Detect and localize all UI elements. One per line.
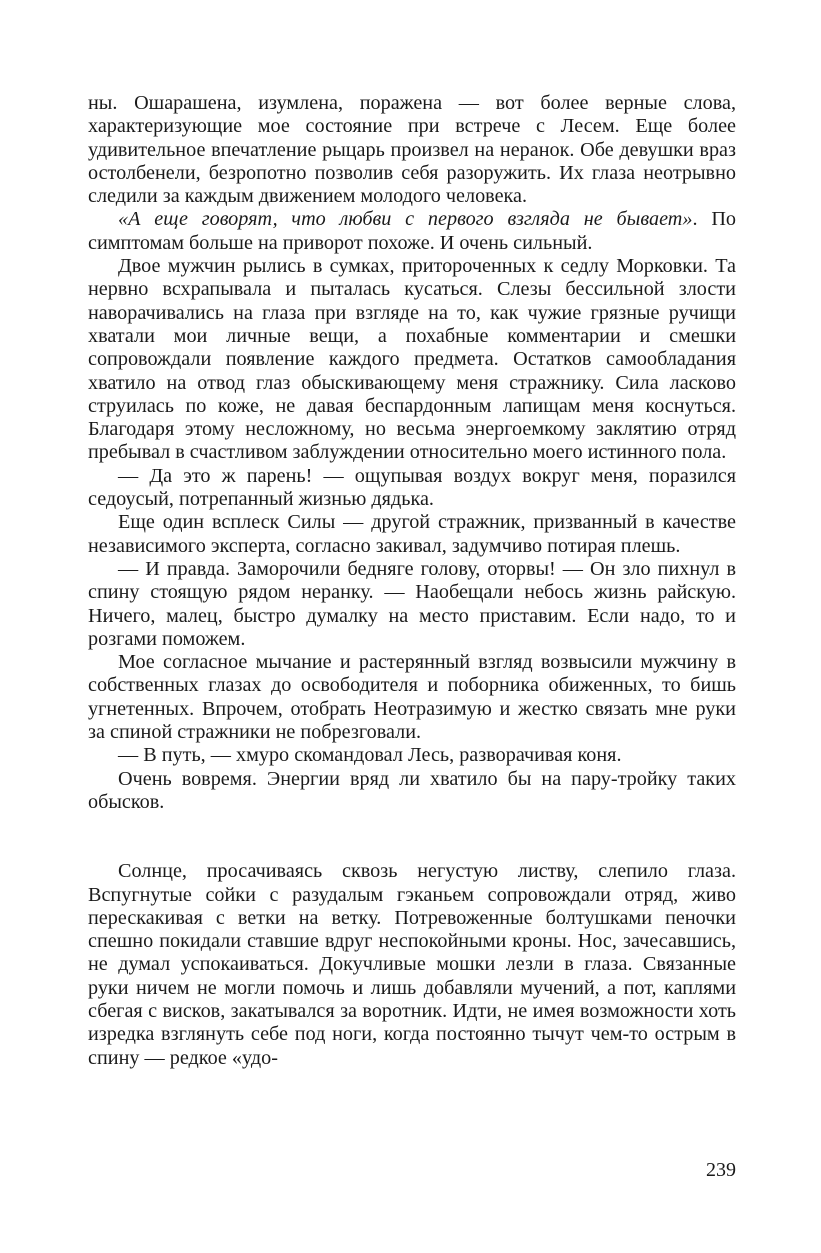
paragraph-text: — И правда. Заморочили бедняге голову, оторвы! — Он зло пихнул в спину стоящую рядом неранку. — Наобещали небось жизнь райскую. Ничего, малец, быстро думалку на место приставим. Если надо, то и розгами поможем. (88, 557, 736, 650)
paragraph-1 (88, 92, 736, 208)
paragraph-text: Мое согласное мычание и растерянный взгляд возвысили мужчину в собственных глазах до освободителя и поборника обиженных, то бишь угнетенных. Впрочем, отобрать Неотразимую и жестко связать мне руки за спиной стражники не побрезговали. (88, 651, 736, 744)
paragraph-text: Солнце, просачиваясь сквозь негустую листву, слепило глаза. Вспугнутые сойки с разудалым гэканьем сопровождали отряд, живо перескакивая с ветки на ветку. Потревоженные болтушками пеночки спешно покидали ставшие вдруг неспокойными кроны. Нос, зачесавшись, не думал успокаиваться. Докучливые мошки лезли в глаза. Связанные руки ничем не могли помочь и лишь добавляли мучений, а пот, каплями сбегая с висков, закатывался за воротник. Идти, не имея возможности хоть изредка взглянуть себе под ноги, когда постоянно тычут чем-то острым в спину — редкое «удо- (88, 860, 736, 1069)
paragraph-2 (88, 208, 736, 255)
italic-quote: «А еще говорят, что любви с первого взгляда не бывает» (118, 208, 693, 231)
paragraph-text: Очень вовремя. Энергии вряд ли хватило бы на пару-тройку таких обысков. (88, 767, 736, 813)
paragraph-8 (88, 744, 736, 767)
paragraph-5 (88, 511, 736, 558)
paragraph-text: Еще один всплеск Силы — другой стражник, призванный в качестве независимого эксперта, согласно закивал, задумчиво потирая плешь. (88, 511, 736, 557)
paragraph-text: . По симптомам больше на приворот похоже. И очень сильный. (88, 208, 736, 254)
paragraph-6 (88, 558, 736, 651)
paragraph-text: — В путь, — хмуро скомандовал Лесь, разворачивая коня. (118, 744, 622, 767)
paragraph-10 (88, 860, 736, 1070)
paragraph-text: Двое мужчин рылись в сумках, притороченных к седлу Морковки. Та нервно всхрапывала и пыталась кусаться. Слезы бессильной злости наворачивались на глаза при взгляде на то, как чужие грязные ручищи хватали мои личные вещи, а похабные комментарии и смешки сопровождали появление каждого предмета. Остатков самообладания хватило на отвод глаз обыскивающему меня стражнику. Сила ласково струилась по коже, не давая беспардонным лапищам меня коснуться. Благодаря этому несложному, но весьма энергоемкому заклятию отряд пребывал в счастливом заблуждении относительно моего истинного пола. (88, 255, 736, 464)
paragraph-text: — Да это ж парень! — ощупывая воздух вокруг меня, поразился седоусый, потрепанный жизнью дядька. (88, 464, 736, 511)
paragraph-9 (88, 768, 736, 815)
section-break (88, 814, 736, 860)
paragraph-4 (88, 465, 736, 512)
page-number: 239 (706, 1159, 736, 1181)
main-text (88, 92, 736, 1070)
paragraph-3 (88, 255, 736, 465)
paragraph-text: ны. Ошарашена, изумлена, поражена — вот более верные слова, характеризующие мое состояние при встрече с Лесем. Еще более удивительное впечатление рыцарь произвел на неранок. Обе девушки враз остолбенели, безропотно позволив себя разоружить. Их глаза неотрывно следили за каждым движением молодого человека. (88, 92, 736, 208)
book-page (88, 92, 736, 1070)
paragraph-7 (88, 651, 736, 744)
